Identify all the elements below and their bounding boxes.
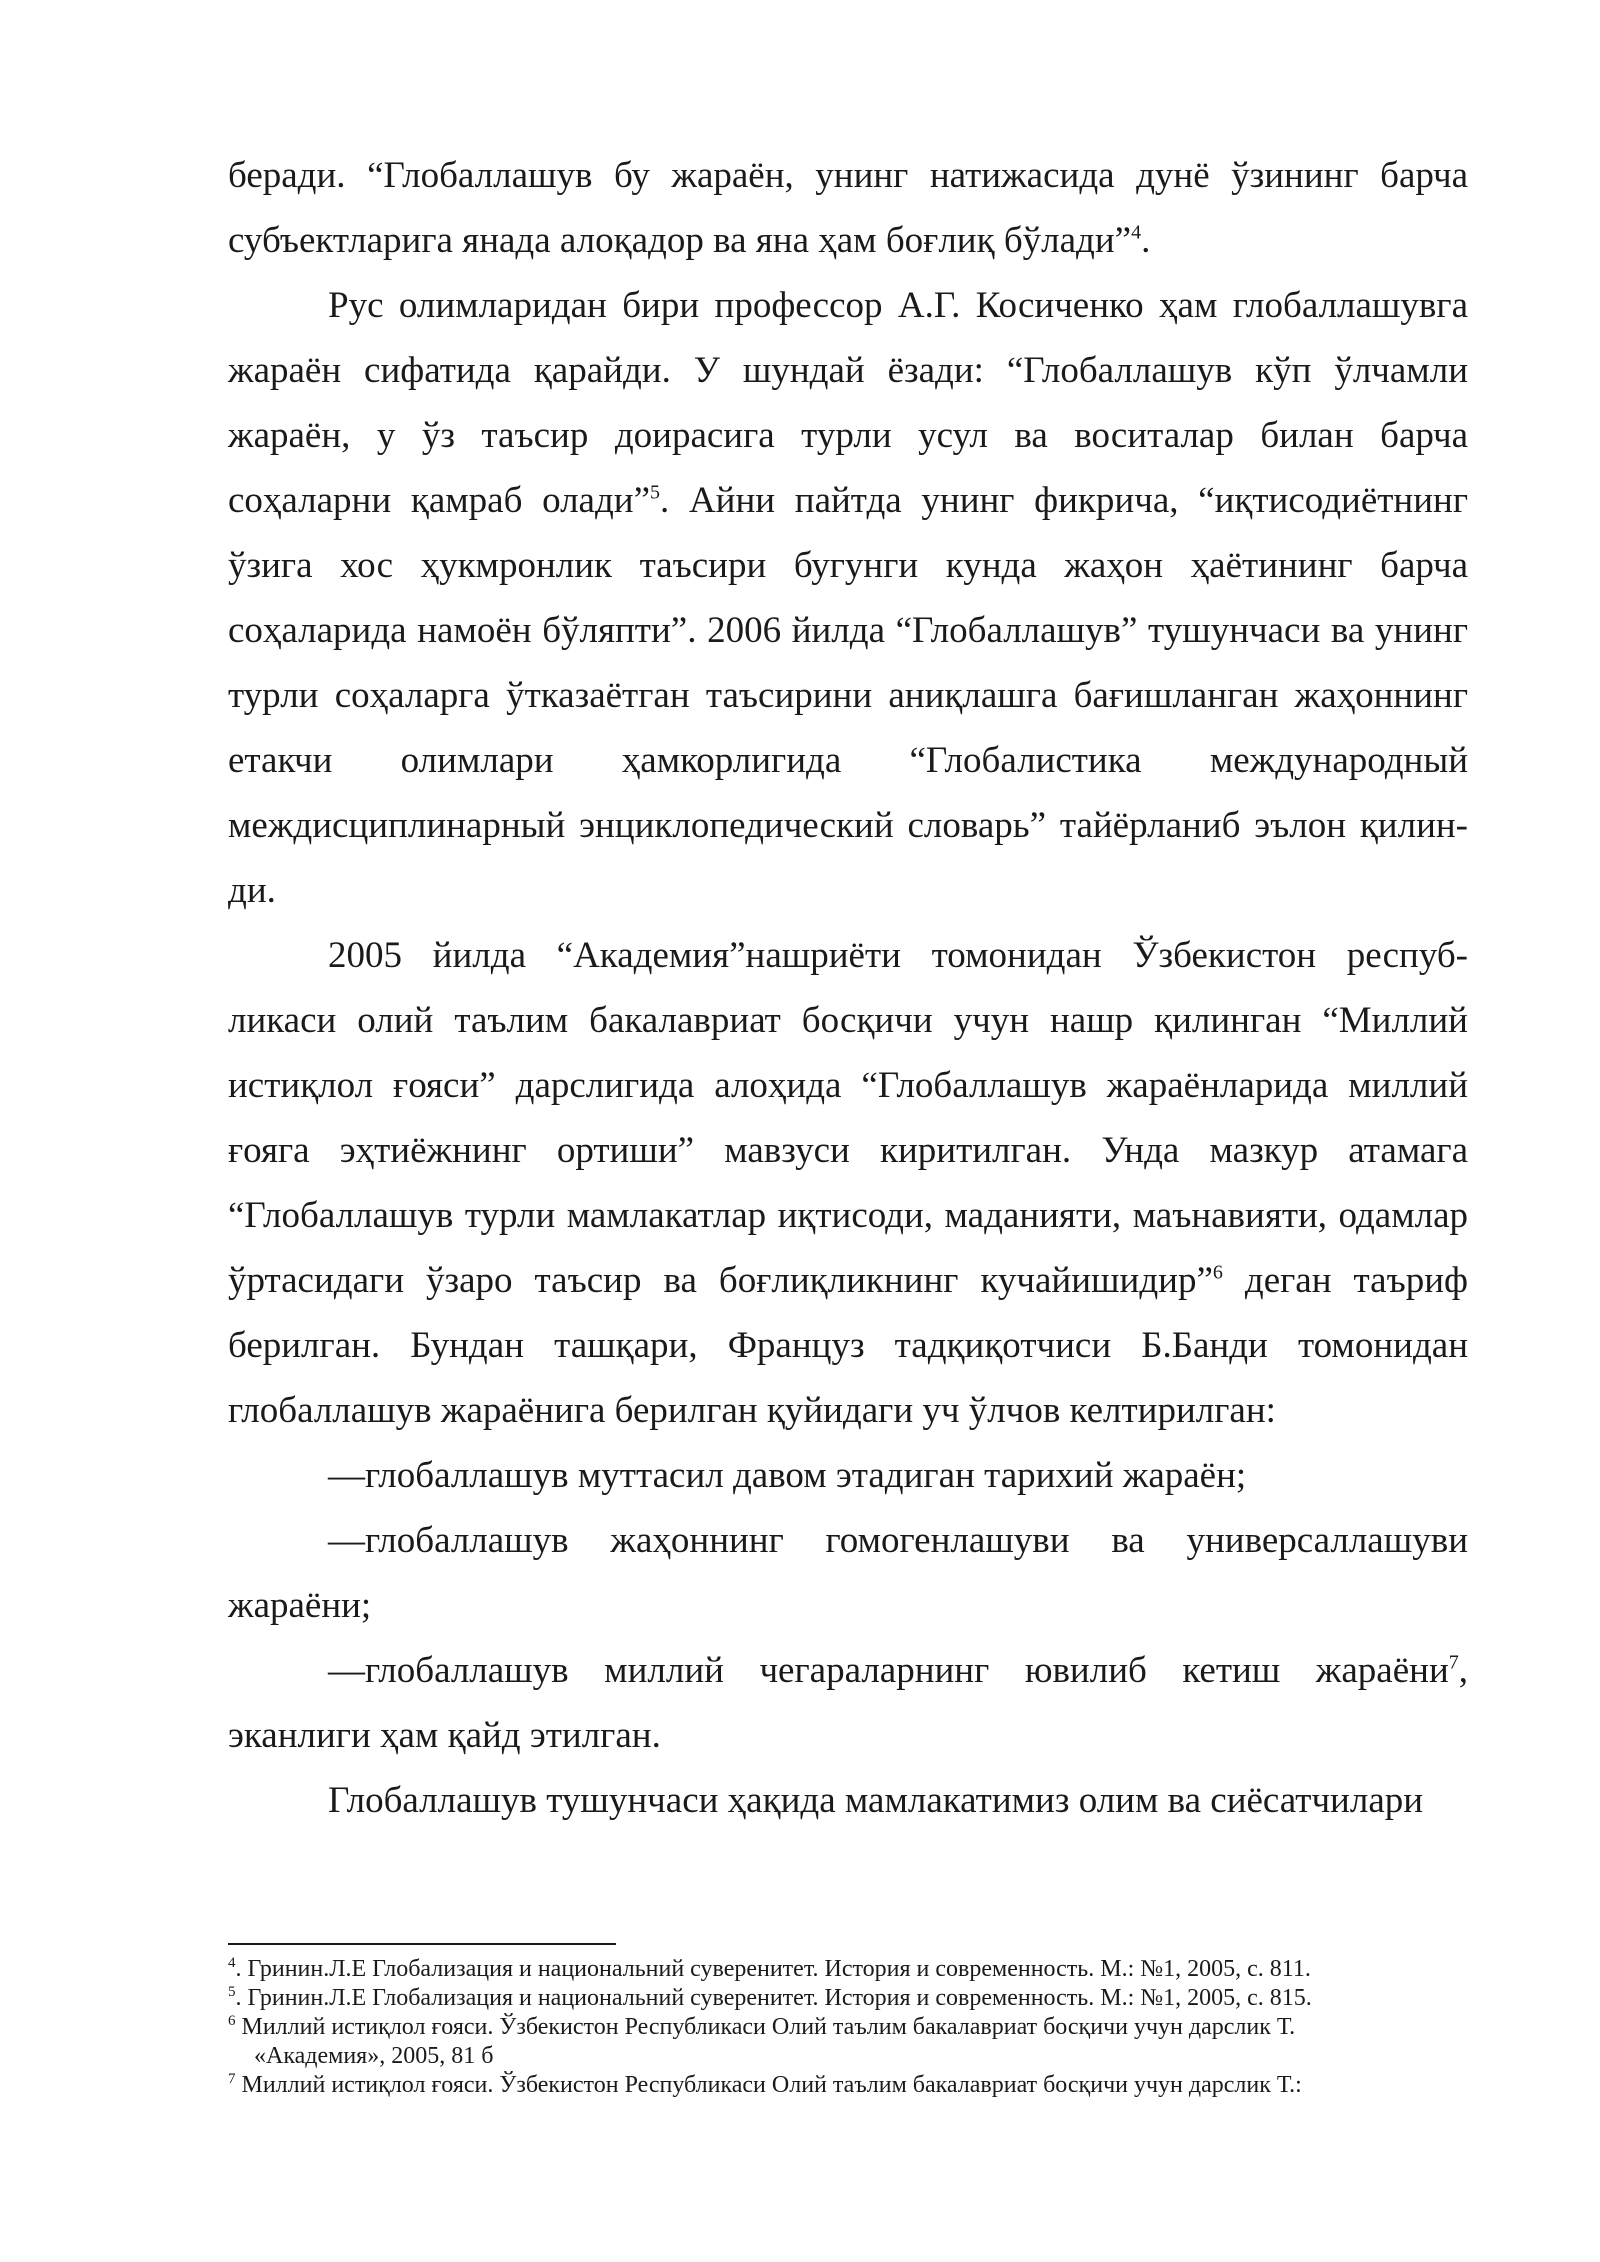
paragraph-2-tail: . Айни пайтда унинг фикрича, “иқтисодиётнинг ўзига хос ҳукмронлик таъсири бугунги кунда жаҳон ҳаётининг барча соҳаларида намоён бўляпти”. 2006 йилда “Глобаллашув” тушунчаси ва унинг турли соҳаларга ўтказаётган таъсирини аниқлашга бағишланган жаҳоннинг етакчи олимлари ҳамкорлигида “Глобалистика международный междисциплинарный энциклопедический словарь” тайёрланиб эълон қилин-ди. <box>228 480 1468 911</box>
footnote-number: 5 <box>228 1984 236 2000</box>
paragraph-1-tail: . <box>1141 220 1151 261</box>
dash-item-2: —глобаллашув жаҳоннинг гомогенлашуви ва универсаллашуви жараёни; <box>228 1520 1468 1626</box>
paragraph-3-text: 2005 йилда “Академия”нашриёти томонидан Ўзбекистон респуб-ликаси олий таълим бакалавриат босқичи учун нашр қилинган “Миллий истиқлол ғояси” дарслигида алоҳида “Глобаллашув жараёнларида миллий ғояга эҳтиёжнинг ортиши” мавзуси киритилган. Унда мазкур атамага “Глобаллашув турли мамлакатлар иқтисоди, маданияти, маънавияти, одамлар ўртасидаги ўзаро таъсир ва боғлиқликнинг кучайишидир” <box>228 935 1468 1301</box>
footnote-ref-7[interactable]: 7 <box>1448 1651 1459 1674</box>
footnote-6 <box>228 2013 1468 2042</box>
paragraph-2-text: Рус олимларидан бири профессор А.Г. Косиченко ҳам глобаллашувга жараён сифатида қарайди. У шундай ёзади: “Глобаллашув кўп ўлчамли жараён, у ўз таъсир доирасига турли усул ва воситалар билан барча соҳаларни қамраб олади” <box>228 285 1468 521</box>
footnote-text: Миллий истиқлол ғояси. Ўзбекистон Республикаси Олий таълим бакалавриат босқичи учун дарслик Т. <box>235 2014 1296 2040</box>
footnote-number: 4 <box>228 1955 236 1971</box>
paragraph-3 <box>228 923 1468 1443</box>
footnote-text: . Гринин.Л.Е Глобализация и национальний суверенитет. История и современность. М.: №1, 2005, с. 815. <box>235 1985 1312 2011</box>
footnote-ref-4[interactable]: 4 <box>1131 221 1142 244</box>
footnotes <box>228 1955 1468 2100</box>
dash-item-3 <box>228 1638 1468 1768</box>
footnote-number: 7 <box>228 2071 236 2087</box>
footnote-text: . Гринин.Л.Е Глобализация и национальний суверенитет. История и современность. М.: №1, 2005, с. 811. <box>235 1956 1311 1982</box>
footnote-4 <box>228 1955 1468 1984</box>
footnote-text: Миллий истиқлол ғояси. Ўзбекистон Республикаси Олий таълим бакалавриат босқичи учун дарслик Т.: <box>235 2072 1302 2098</box>
paragraph-1 <box>228 143 1468 273</box>
paragraph-4: Глобаллашув тушунчаси ҳақида мамлакатимиз олим ва сиёсатчилари <box>328 1780 1424 1821</box>
footnote-ref-5[interactable]: 5 <box>650 481 661 504</box>
footnote-5 <box>228 1984 1468 2013</box>
dash-item-3-tail: , эканлиги ҳам қайд этилган. <box>228 1650 1468 1756</box>
paragraph-2 <box>228 273 1468 923</box>
paragraph-3-tail: деган таъриф берилган. Бундан ташқари, Француз тадқиқотчиси Б.Банди томонидан глобаллашув жараёнига берилган қуйидаги уч ўлчов келтирилган: <box>228 1260 1468 1431</box>
footnote-ref-6[interactable]: 6 <box>1212 1261 1223 1284</box>
footnote-6-continuation: «Академия», 2005, 81 б <box>254 2043 494 2069</box>
dash-item-3-text: —глобаллашув миллий чегараларнинг ювилиб кетиш жараёни <box>328 1650 1449 1691</box>
footnote-separator <box>228 1943 616 1945</box>
dash-item-1: —глобаллашув муттасил давом этадиган тарихий жараён; <box>328 1455 1247 1496</box>
footnote-7 <box>228 2071 1468 2100</box>
paragraph-1-text: беради. “Глобаллашув бу жараён, унинг натижасида дунё ўзининг барча субъектларига янада алоқадор ва яна ҳам боғлиқ бўлади” <box>228 155 1468 261</box>
footnote-number: 6 <box>228 2013 236 2029</box>
main-text <box>228 143 1468 1833</box>
